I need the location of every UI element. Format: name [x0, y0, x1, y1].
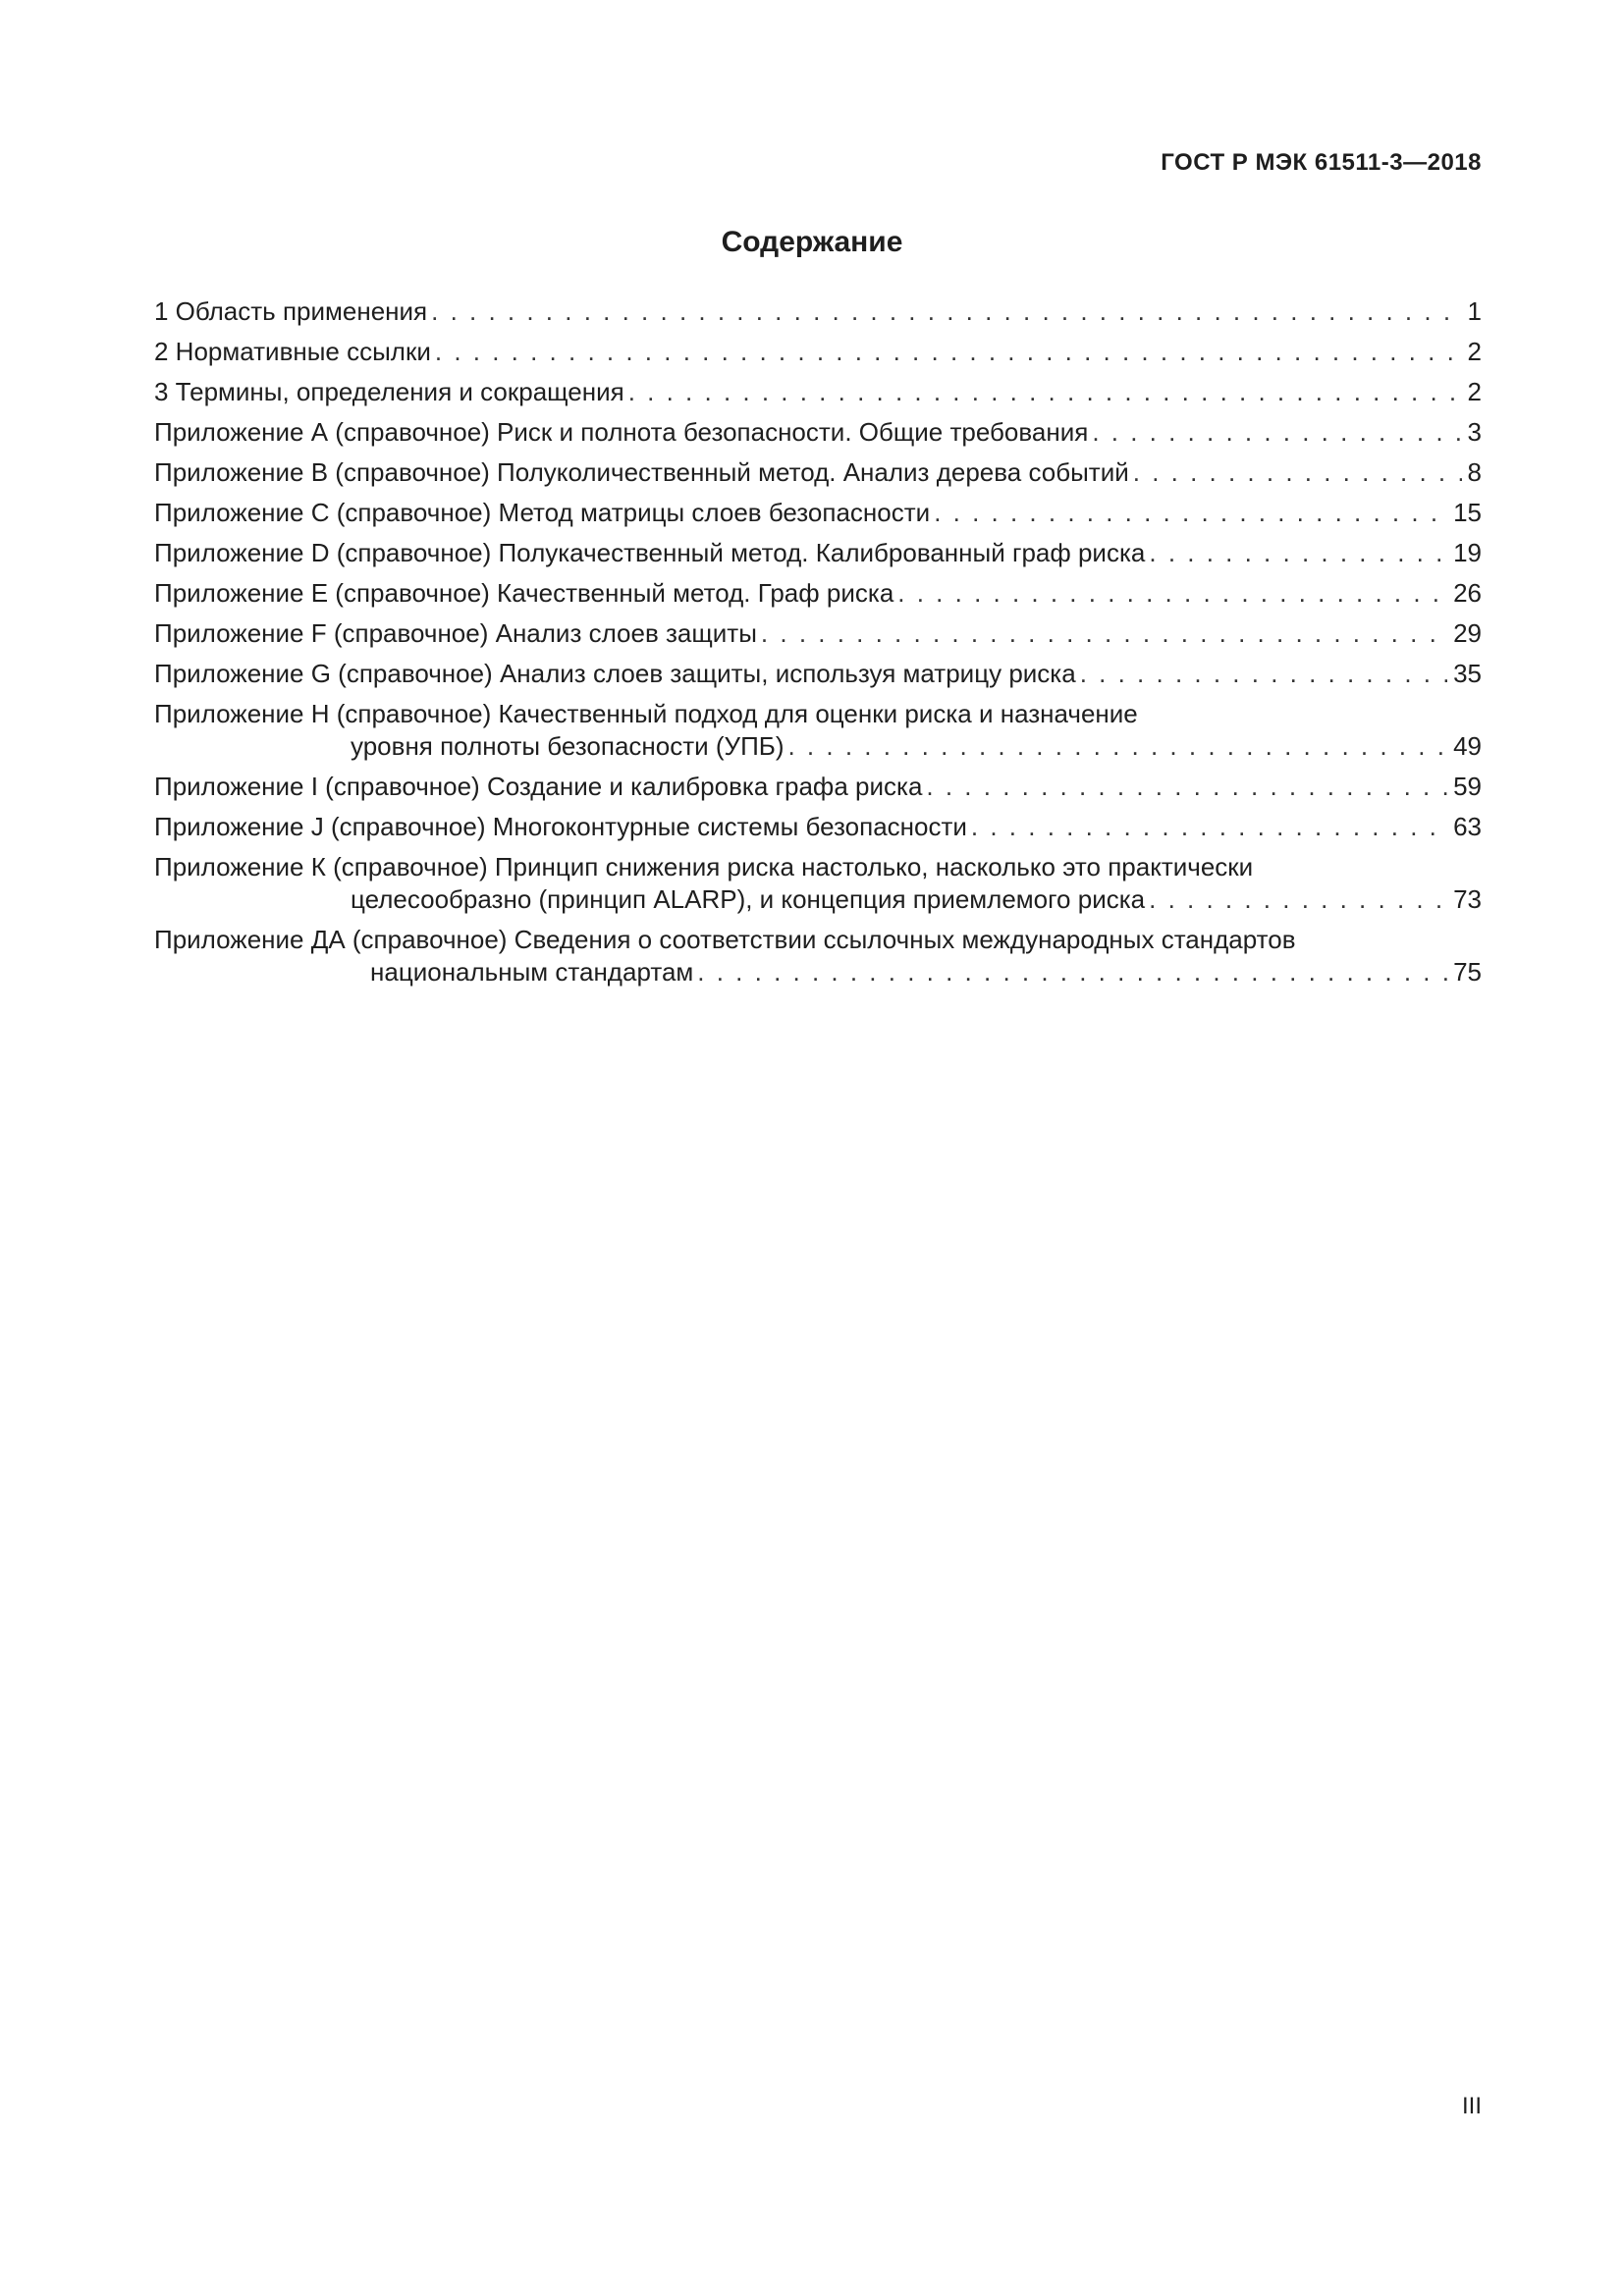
toc-entry-title: 3 Термины, определения и сокращения [154, 377, 624, 406]
dot-leader [628, 376, 1462, 408]
toc-entry-title-continuation: целесообразно (принцип ALARP), и концепция приемлемого риска [351, 884, 1146, 914]
toc-entry-title: Приложение D (справочное) Полукачественный метод. Калиброванный граф риска [154, 538, 1146, 567]
dot-leader [787, 730, 1447, 763]
toc-entry-title: Приложение Е (справочное) Качественный метод. Граф риска [154, 578, 894, 608]
dot-leader [1133, 456, 1462, 489]
toc-entry-title: 2 Нормативные ссылки [154, 337, 431, 366]
dot-leader [1080, 658, 1447, 690]
dot-leader [761, 617, 1447, 650]
dot-leader [435, 336, 1462, 368]
dot-leader [926, 771, 1447, 803]
toc-page-number: 2 [1467, 377, 1482, 406]
toc-entry-title: Приложение К (справочное) Принцип снижения риска настолько, насколько это практически [154, 852, 1254, 881]
toc-page-number: 26 [1453, 578, 1482, 608]
toc-page-number: 8 [1467, 457, 1482, 487]
toc-page-number: 29 [1453, 618, 1482, 648]
toc-page-number: 1 [1467, 296, 1482, 326]
toc-entry-title: Приложение ДА (справочное) Сведения о соответствии ссылочных международных стандартов [154, 925, 1296, 954]
toc-entry-annex-h[interactable] [154, 698, 1482, 763]
dot-leader [897, 577, 1447, 610]
toc-entry-annex-c[interactable] [154, 497, 1482, 529]
toc-page-number: 75 [1453, 957, 1482, 987]
toc-entry-title: 1 Область применения [154, 296, 428, 326]
toc-page-number: 15 [1453, 498, 1482, 527]
toc-page-number: 49 [1453, 731, 1482, 761]
dot-leader [1092, 416, 1461, 449]
toc-page-number: 35 [1453, 659, 1482, 688]
toc-entry-title: Приложение J (справочное) Многоконтурные системы безопасности [154, 812, 967, 841]
toc-entry-annex-k[interactable] [154, 851, 1482, 916]
toc-entry-annex-f[interactable] [154, 617, 1482, 650]
toc-entry-annex-a[interactable] [154, 416, 1482, 449]
toc-entry-annex-i[interactable] [154, 771, 1482, 803]
toc-entry-annex-d[interactable] [154, 537, 1482, 569]
toc-entry-annex-j[interactable] [154, 811, 1482, 843]
dot-leader [697, 956, 1447, 988]
toc-entry-title: Приложение А (справочное) Риск и полнота безопасности. Общие требования [154, 417, 1089, 447]
toc-entry-title: Приложение В (справочное) Полуколичественный метод. Анализ дерева событий [154, 457, 1129, 487]
dot-leader [934, 497, 1447, 529]
toc-entry-title: Приложение F (справочное) Анализ слоев защиты [154, 618, 757, 648]
dot-leader [971, 811, 1447, 843]
toc-entry-annex-e[interactable] [154, 577, 1482, 610]
toc-page-number: 73 [1453, 884, 1482, 914]
dot-leader [1149, 537, 1447, 569]
toc-entry-title: Приложение I (справочное) Создание и калибровка графа риска [154, 772, 923, 801]
toc-title: Содержание [721, 226, 903, 258]
toc-page-number: 3 [1467, 417, 1482, 447]
toc-entry-3[interactable] [154, 376, 1482, 408]
toc-page-number: 19 [1453, 538, 1482, 567]
toc-entry-annex-g[interactable] [154, 658, 1482, 690]
toc-page-number: 2 [1467, 337, 1482, 366]
dot-leader [431, 295, 1461, 328]
toc-entry-title-continuation: национальным стандартам [370, 957, 694, 987]
toc-entry-title: Приложение G (справочное) Анализ слоев защиты, используя матрицу риска [154, 659, 1076, 688]
toc-entry-annex-b[interactable] [154, 456, 1482, 489]
toc-page-number: 59 [1453, 772, 1482, 801]
dot-leader [1149, 883, 1447, 916]
toc-page-number: 63 [1453, 812, 1482, 841]
toc-entry-1[interactable] [154, 295, 1482, 328]
page-number-roman: III [1461, 2093, 1482, 2119]
toc-entry-annex-da[interactable] [154, 924, 1482, 988]
table-of-contents [154, 295, 1482, 996]
toc-entry-title: Приложение С (справочное) Метод матрицы слоев безопасности [154, 498, 931, 527]
toc-entry-title: Приложение Н (справочное) Качественный подход для оценки риска и назначение [154, 699, 1138, 728]
document-code: ГОСТ Р МЭК 61511-3—2018 [1161, 149, 1482, 176]
toc-entry-2[interactable] [154, 336, 1482, 368]
toc-entry-title-continuation: уровня полноты безопасности (УПБ) [351, 731, 785, 761]
